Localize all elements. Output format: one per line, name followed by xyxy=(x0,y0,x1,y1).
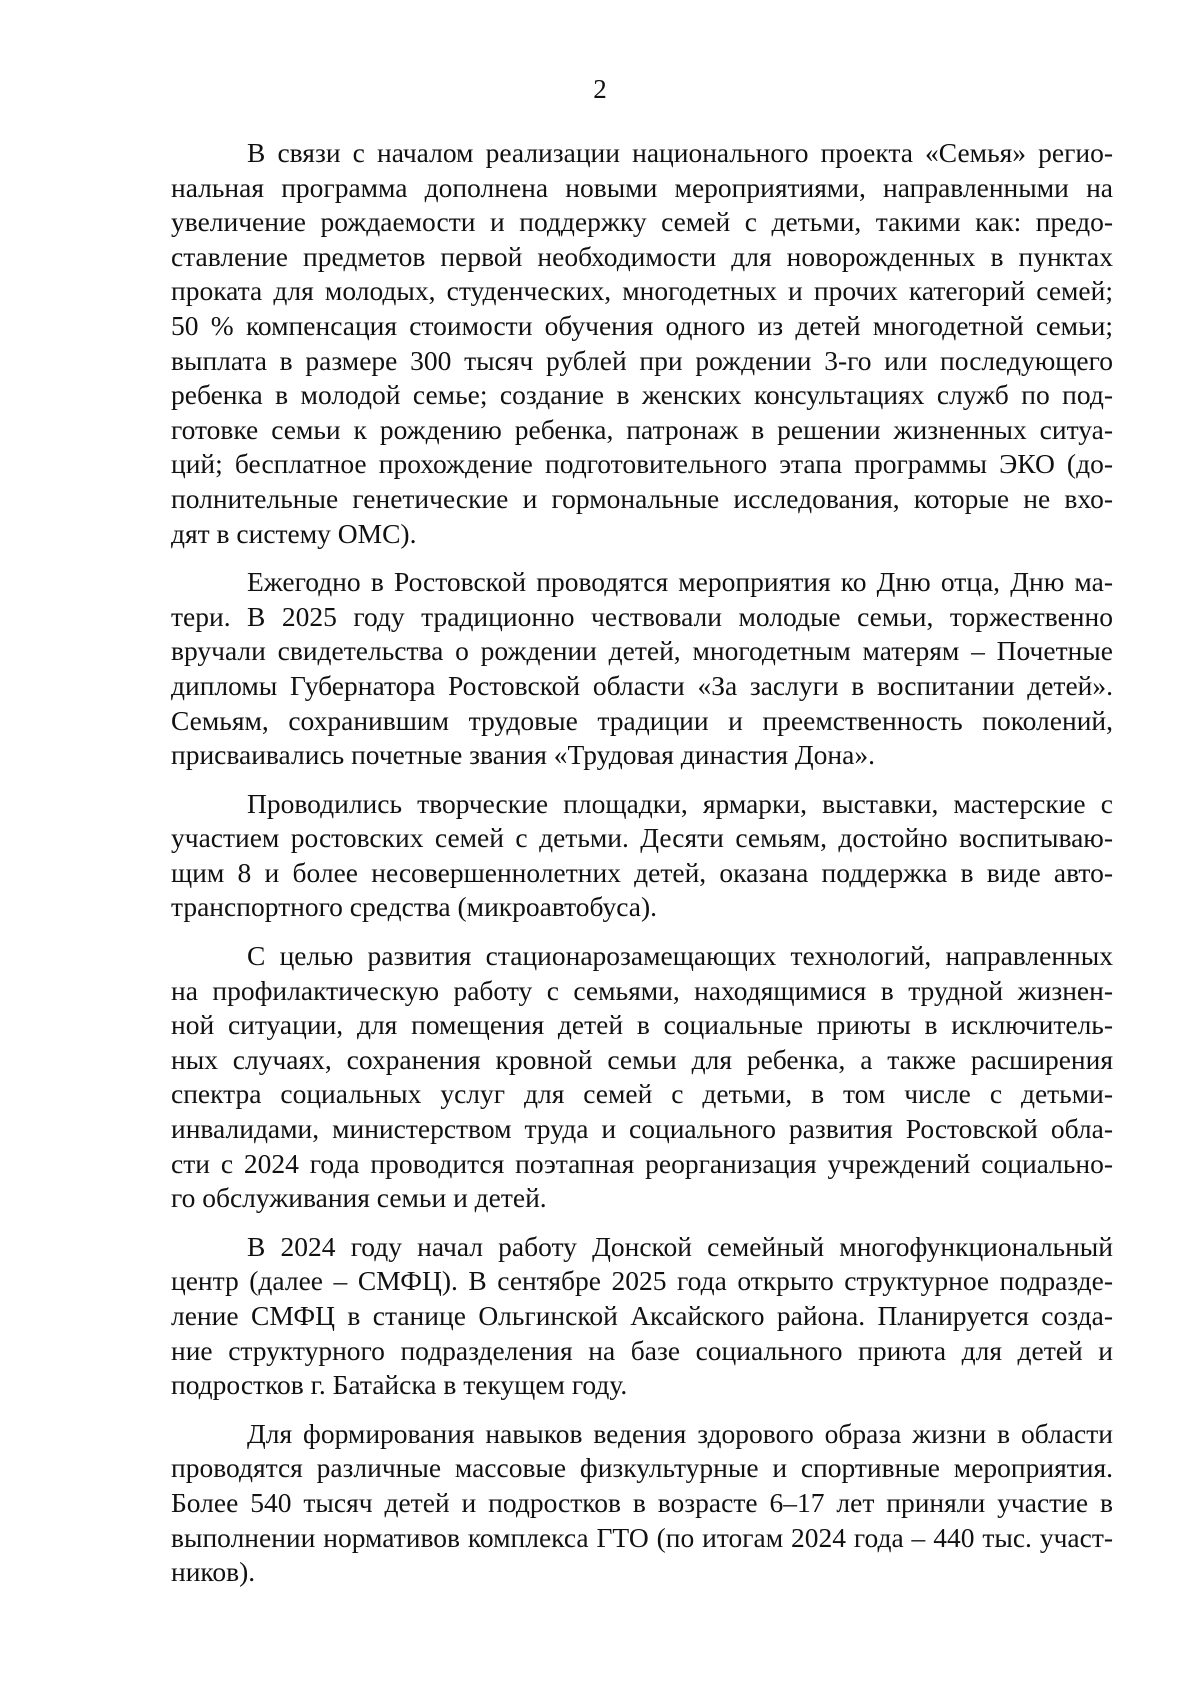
text-line: Семьям, сохранившим трудовые традиции и преемственность поколений, xyxy=(171,704,1113,736)
text-line: ных случаях, сохранения кровной семьи для ребенка, а также расширения xyxy=(171,1043,1113,1075)
paragraph-smfc xyxy=(171,1230,1113,1403)
text-line: ние структурного подразделения на базе социального приюта для детей и xyxy=(171,1334,1113,1366)
text-line: проката для молодых, студенческих, многодетных и прочих категорий семей; xyxy=(171,275,1113,307)
text-line: Ежегодно в Ростовской проводятся мероприятия ко Дню отца, Дню ма- xyxy=(247,566,1113,598)
text-line: ций; бесплатное прохождение подготовительного этапа программы ЭКО (до- xyxy=(171,448,1113,480)
text-line: Более 540 тысяч детей и подростков в возрасте 6–17 лет приняли участие в xyxy=(171,1486,1113,1518)
text-line: В связи с началом реализации национального проекта «Семья» регио- xyxy=(247,137,1113,168)
text-line: ной ситуации, для помещения детей в социальные приюты в исключитель- xyxy=(171,1009,1113,1041)
text-line: полнительные генетические и гормональные исследования, которые не вхо- xyxy=(171,482,1113,514)
paragraph-family-project xyxy=(171,136,1113,551)
text-line: тери. В 2025 году традиционно чествовали молодые семьи, торжественно xyxy=(171,600,1113,632)
text-line: увеличение рождаемости и поддержку семей с детьми, такими как: предо- xyxy=(171,206,1113,238)
text-line: С целью развития стационарозамещающих технологий, направленных xyxy=(247,940,1113,972)
text-line: нальная программа дополнена новыми мероприятиями, направленными на xyxy=(171,171,1113,203)
paragraph-holidays xyxy=(171,565,1113,773)
document-body xyxy=(171,136,1113,1604)
text-line: В 2024 году начал работу Донской семейный многофункциональный xyxy=(247,1230,1113,1262)
text-line: подростков г. Батайска в текущем году. xyxy=(171,1369,628,1401)
text-line: дят в систему ОМС). xyxy=(171,517,417,549)
text-line: го обслуживания семьи и детей. xyxy=(171,1182,547,1214)
paragraph-healthy-lifestyle xyxy=(171,1417,1113,1590)
text-line: дипломы Губернатора Ростовской области «За заслуги в воспитании детей». xyxy=(171,669,1113,701)
text-line: спектра социальных услуг для семей с детьми, в том числе с детьми- xyxy=(171,1078,1113,1110)
text-line: готовке семьи к рождению ребенка, патронаж в решении жизненных ситуа- xyxy=(171,413,1113,445)
text-line: выплата в размере 300 тысяч рублей при рождении 3-го или последующего xyxy=(171,344,1113,376)
text-line: ставление предметов первой необходимости для новорожденных в пунктах xyxy=(171,240,1113,272)
text-line: 50 % компенсация стоимости обучения одного из детей многодетной семьи; xyxy=(171,309,1113,341)
text-line: сти с 2024 года проводится поэтапная реорганизация учреждений социально- xyxy=(171,1147,1113,1179)
text-line: проводятся различные массовые физкультурные и спортивные мероприятия. xyxy=(171,1452,1113,1484)
paragraph-creative-events xyxy=(171,787,1113,925)
page-number: 2 xyxy=(593,74,607,104)
paragraph-reorganization xyxy=(171,939,1113,1216)
text-line: инвалидами, министерством труда и социального развития Ростовской обла- xyxy=(171,1113,1113,1145)
text-line: ребенка в молодой семье; создание в женских консультациях служб по под- xyxy=(171,379,1113,411)
text-line: ников). xyxy=(171,1556,256,1588)
text-line: Для формирования навыков ведения здорового образа жизни в области xyxy=(247,1417,1113,1449)
text-line: центр (далее – СМФЦ). В сентябре 2025 года открыто структурное подразде- xyxy=(171,1265,1113,1297)
text-line: Проводились творческие площадки, ярмарки, выставки, мастерские с xyxy=(247,787,1113,819)
text-line: транспортного средства (микроавтобуса). xyxy=(171,891,658,923)
text-line: присваивались почетные звания «Трудовая династия Дона». xyxy=(171,739,875,771)
text-line: участием ростовских семей с детьми. Десяти семьям, достойно воспитываю- xyxy=(171,822,1113,854)
text-line: щим 8 и более несовершеннолетних детей, оказана поддержка в виде авто- xyxy=(171,856,1113,888)
text-line: выполнении нормативов комплекса ГТО (по итогам 2024 года – 440 тыс. участ- xyxy=(171,1521,1113,1553)
text-line: ление СМФЦ в станице Ольгинской Аксайского района. Планируется созда- xyxy=(171,1300,1113,1331)
text-line: на профилактическую работу с семьями, находящимися в трудной жизнен- xyxy=(171,974,1113,1006)
text-line: вручали свидетельства о рождении детей, многодетным матерям – Почетные xyxy=(171,635,1113,667)
